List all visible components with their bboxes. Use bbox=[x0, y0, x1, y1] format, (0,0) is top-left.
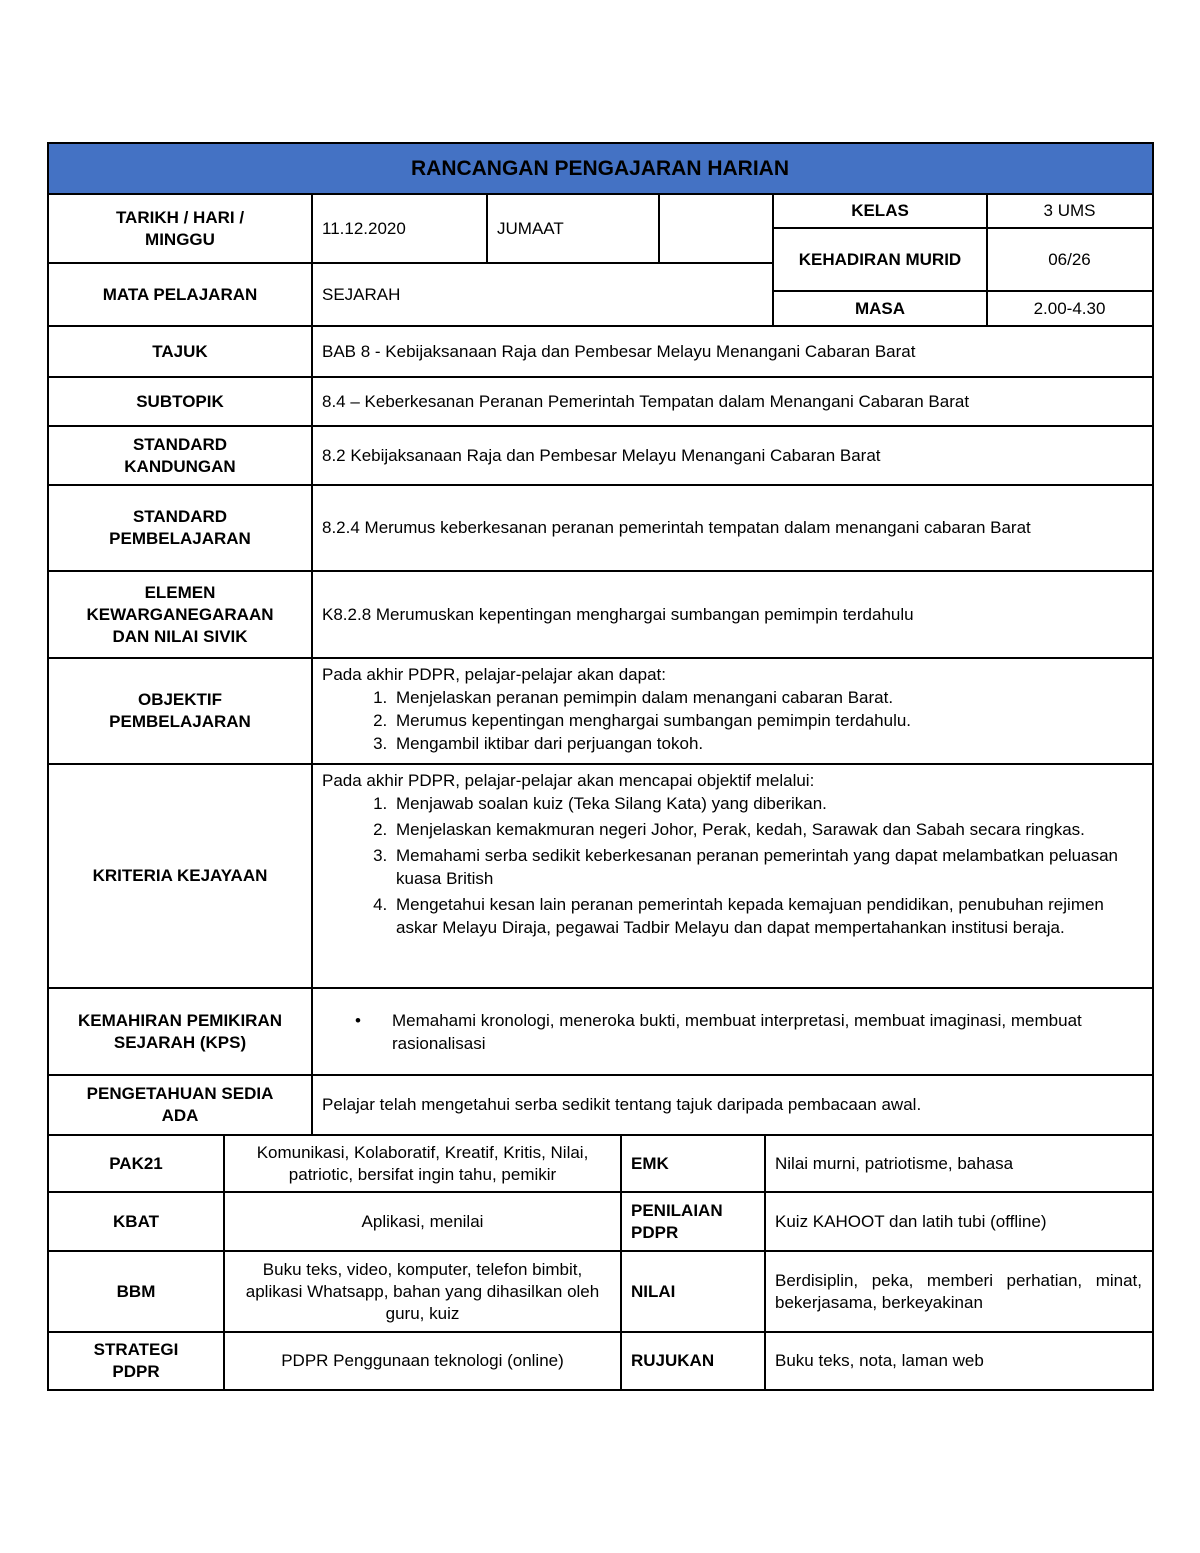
tarikh-label: TARIKH / HARI / MINGGU bbox=[115, 207, 245, 249]
kelas-label: KELAS bbox=[851, 201, 909, 220]
pak21-label: PAK21 bbox=[109, 1153, 163, 1173]
table-border bbox=[47, 763, 1154, 765]
tajuk-value: BAB 8 - Kebijaksanaan Raja dan Pembesar Melayu Menangani Cabaran Barat bbox=[322, 341, 916, 361]
page-title-text: RANCANGAN PENGAJARAN HARIAN bbox=[410, 156, 789, 180]
table-border bbox=[1152, 142, 1154, 1391]
nilai-value-text: Berdisiplin, peka, memberi perhatian, minat, bekerjasama, berkeyakinan bbox=[775, 1270, 1142, 1312]
bbm-value: Buku teks, video, komputer, telefon bimbit, aplikasi Whatsapp, bahan yang dihasilkan oleh guru, kuiz bbox=[245, 1259, 600, 1323]
table-border bbox=[47, 376, 1154, 378]
nilai-value bbox=[765, 1251, 1152, 1332]
table-border bbox=[223, 1134, 225, 1390]
table-border bbox=[486, 193, 488, 263]
table-border bbox=[772, 193, 774, 326]
table-border bbox=[47, 142, 1154, 144]
mata-pelajaran-value: SEJARAH bbox=[322, 284, 401, 304]
kbat-label: KBAT bbox=[113, 1211, 159, 1231]
objektif-label: OBJEKTIF PEMBELAJARAN bbox=[109, 690, 251, 731]
masa-value: 2.00-4.30 bbox=[1033, 298, 1106, 318]
strategi-value: PDPR Penggunaan teknologi (online) bbox=[281, 1351, 564, 1370]
kps-item bbox=[355, 1009, 1112, 1055]
pak21-value: Komunikasi, Kolaboratif, Kreatif, Kritis, Nilai, patriotic, bersifat ingin tahu, pemikir bbox=[256, 1142, 589, 1184]
kriteria-item: 1. Menjawab soalan kuiz (Teka Silang Kata) yang diberikan. bbox=[392, 792, 1140, 815]
table-border bbox=[658, 193, 660, 263]
rujukan-label: RUJUKAN bbox=[631, 1351, 715, 1370]
standard-pembelajaran-label: STANDARD PEMBELAJARAN bbox=[109, 507, 251, 548]
table-border bbox=[47, 1389, 1154, 1391]
minggu-value bbox=[659, 194, 773, 263]
standard-kandungan-label: STANDARD KANDUNGAN bbox=[124, 434, 236, 476]
kriteria-item: 4. Mengetahui kesan lain peranan pemerintah kepada kemajuan pendidikan, penubuhan rejimen askar Melayu Diraja, pegawai Tadbir Melayu dan dapat mempertahankan institusi beraja. bbox=[392, 893, 1140, 939]
kriteria-item: 3. Memahami serba sedikit keberkesanan peranan pemerintah yang dapat melambatkan peluasan kuasa British bbox=[392, 844, 1140, 890]
mata-pelajaran-label: MATA PELAJARAN bbox=[102, 284, 258, 304]
table-border bbox=[47, 987, 1154, 989]
kriteria-label: KRITERIA KEJAYAAN bbox=[92, 866, 268, 885]
emk-label: EMK bbox=[631, 1153, 669, 1173]
subtopik-label: SUBTOPIK bbox=[136, 391, 224, 411]
table-border bbox=[47, 484, 1154, 486]
pengetahuan-label: PENGETAHUAN SEDIA ADA bbox=[86, 1084, 274, 1125]
kps-list bbox=[322, 1009, 1142, 1055]
table-border bbox=[47, 657, 1154, 659]
emk-value: Nilai murni, patriotisme, bahasa bbox=[775, 1153, 1014, 1173]
standard-kandungan-value: 8.2 Kebijaksanaan Raja dan Pembesar Melayu Menangani Cabaran Barat bbox=[322, 445, 881, 465]
objektif-item: 2. Merumus kepentingan menghargai sumbangan pemimpin terdahulu. bbox=[392, 709, 1142, 732]
kehadiran-label: KEHADIRAN MURID bbox=[798, 249, 962, 269]
nilai-label: NILAI bbox=[631, 1281, 676, 1301]
table-border bbox=[773, 227, 1154, 229]
table-border bbox=[47, 425, 1154, 427]
tarikh-value: 11.12.2020 bbox=[322, 218, 406, 238]
objektif-intro: Pada akhir PDPR, pelajar-pelajar akan dapat: bbox=[322, 665, 666, 684]
table-border bbox=[773, 290, 1154, 292]
table-border bbox=[47, 262, 774, 264]
penilaian-label: PENILAIAN PDPR bbox=[631, 1200, 723, 1242]
kriteria-item: 2. Menjelaskan kemakmuran negeri Johor, Perak, kedah, Sarawak dan Sabah secara ringkas. bbox=[392, 818, 1140, 841]
table-border bbox=[47, 1250, 1154, 1252]
tajuk-label: TAJUK bbox=[152, 341, 208, 361]
table-border bbox=[47, 570, 1154, 572]
pengetahuan-value: Pelajar telah mengetahui serba sedikit tentang tajuk daripada pembacaan awal. bbox=[322, 1095, 922, 1114]
table-border bbox=[311, 193, 313, 1135]
table-border bbox=[47, 1134, 1154, 1136]
kehadiran-value: 06/26 bbox=[1048, 249, 1091, 269]
kelas-value: 3 UMS bbox=[1043, 201, 1096, 220]
table-border bbox=[47, 142, 49, 1391]
objektif-item: 1. Menjelaskan peranan pemimpin dalam menangani cabaran Barat. bbox=[392, 686, 1142, 709]
hari-value: JUMAAT bbox=[497, 218, 564, 238]
elemen-label: ELEMEN KEWARGANEGARAAN DAN NILAI SIVIK bbox=[86, 582, 274, 646]
standard-pembelajaran-value: 8.2.4 Merumus keberkesanan peranan pemerintah tempatan dalam menangani cabaran Barat bbox=[322, 518, 1031, 537]
table-border bbox=[620, 1134, 622, 1390]
kriteria-intro: Pada akhir PDPR, pelajar-pelajar akan mencapai objektif melalui: bbox=[322, 771, 815, 790]
kriteria-content bbox=[312, 764, 1152, 988]
subtopik-value: 8.4 – Keberkesanan Peranan Pemerintah Tempatan dalam Menangani Cabaran Barat bbox=[322, 391, 970, 411]
table-border bbox=[47, 1331, 1154, 1333]
objektif-item: 3. Mengambil iktibar dari perjuangan tokoh. bbox=[392, 732, 1142, 755]
penilaian-value: Kuiz KAHOOT dan latih tubi (offline) bbox=[775, 1211, 1047, 1231]
kriteria-list bbox=[322, 792, 1142, 939]
page-title bbox=[48, 143, 1152, 194]
table-border bbox=[47, 1074, 1154, 1076]
bbm-label: BBM bbox=[116, 1281, 156, 1301]
kps-item-text: Memahami kronologi, meneroka bukti, membuat interpretasi, membuat imaginasi, membuat rasionalisasi bbox=[392, 1010, 1082, 1053]
table-border bbox=[986, 193, 988, 326]
objektif-content bbox=[312, 658, 1152, 764]
kps-label: KEMAHIRAN PEMIKIRAN SEJARAH (KPS) bbox=[78, 1010, 282, 1052]
masa-label: MASA bbox=[854, 298, 906, 318]
strategi-label: STRATEGI PDPR bbox=[93, 1340, 179, 1381]
kbat-value: Aplikasi, menilai bbox=[361, 1211, 484, 1231]
table-border bbox=[47, 1191, 1154, 1193]
table-border bbox=[764, 1134, 766, 1390]
elemen-value: K8.2.8 Merumuskan kepentingan menghargai sumbangan pemimpin terdahulu bbox=[322, 604, 914, 624]
bullet-icon: • bbox=[355, 1010, 361, 1030]
rujukan-value: Buku teks, nota, laman web bbox=[775, 1351, 984, 1370]
kps-content bbox=[312, 988, 1152, 1075]
objektif-list bbox=[322, 686, 1142, 755]
